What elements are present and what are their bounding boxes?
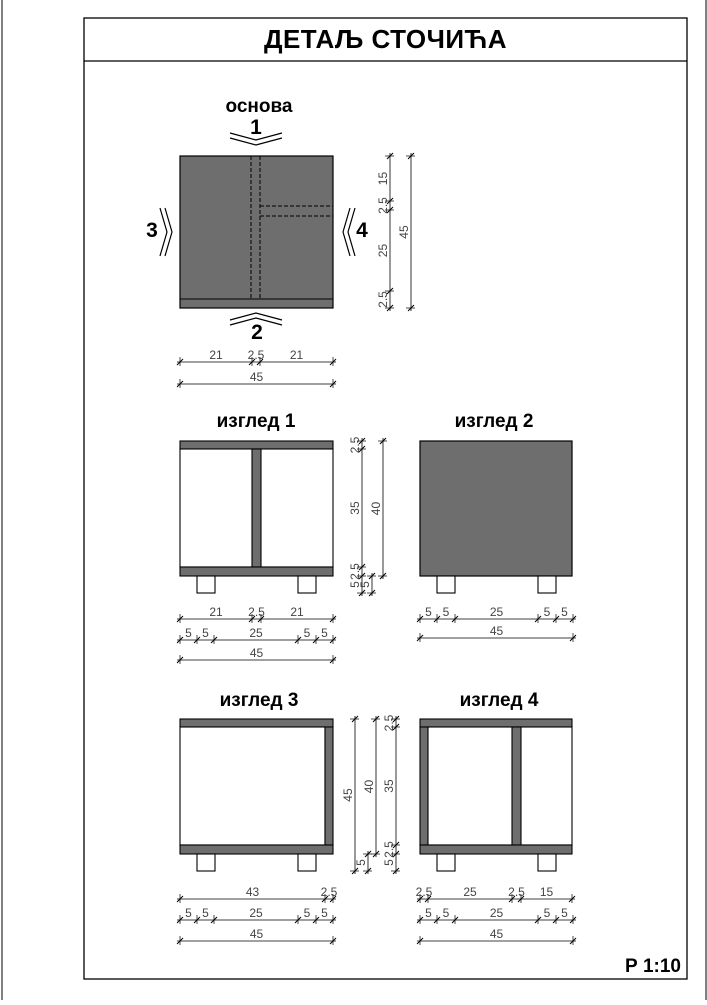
v3-dim-mid-label: 25 bbox=[249, 906, 263, 920]
plan-dim-col-total-label: 45 bbox=[397, 225, 411, 239]
view-2 bbox=[420, 441, 572, 593]
v1-dim-col-label: 5 bbox=[348, 581, 362, 588]
v2-dim-mid-label: 5 bbox=[561, 605, 568, 619]
scale-label: Р 1:10 bbox=[625, 956, 681, 977]
view-4 bbox=[420, 719, 572, 871]
v1-dim-col-foot-label: 5 bbox=[358, 581, 372, 588]
v4-dim-col-label: 2.5 bbox=[382, 841, 396, 858]
v1-dim-row-label: 21 bbox=[290, 605, 304, 619]
page-title: ДЕТАЉ СТОЧИЋА bbox=[263, 23, 508, 54]
view-1-label: изглед 1 bbox=[216, 411, 296, 432]
view-2-label: изглед 2 bbox=[454, 411, 534, 432]
view-3 bbox=[180, 719, 333, 871]
view-arrow-3-number: 3 bbox=[146, 219, 158, 242]
v3-dim-mid-label: 5 bbox=[321, 906, 328, 920]
v2-dim-mid-label: 25 bbox=[489, 605, 504, 619]
v2-dim-mid-label: 5 bbox=[442, 605, 450, 619]
v1-dim-col-total-label: 40 bbox=[369, 501, 383, 516]
v3-dim-mid-label: 5 bbox=[202, 906, 209, 920]
plan-dim-col-label: 25 bbox=[376, 243, 390, 258]
plan-dim-row-label: 21 bbox=[209, 348, 223, 362]
v4-dim-row-label: 15 bbox=[539, 885, 554, 899]
v3-dim-row-label: 2.5 bbox=[320, 885, 338, 899]
v2-dim-mid-label: 5 bbox=[543, 605, 551, 619]
v4-dim-mid-label: 5 bbox=[442, 906, 450, 920]
v2-dim-mid-label: 5 bbox=[425, 605, 432, 619]
v4-dim-row-label: 2.5 bbox=[415, 885, 433, 899]
plan-dim-total-label: 45 bbox=[249, 370, 264, 384]
v4-dim-col-label: 35 bbox=[382, 779, 396, 793]
v1-dim-mid-label: 25 bbox=[249, 626, 263, 640]
plan-dim-row-label: 2.5 bbox=[247, 348, 265, 362]
v1-dim-mid-label: 5 bbox=[303, 626, 311, 640]
plan-body bbox=[180, 156, 333, 308]
v3-dim-col-total-label: 45 bbox=[341, 788, 355, 802]
v4-dim-mid-label: 5 bbox=[425, 906, 432, 920]
v2-dim-total-label: 45 bbox=[489, 624, 504, 638]
v4-dim-mid-label: 5 bbox=[561, 906, 568, 920]
v3-dim-col-mid-label: 40 bbox=[362, 779, 376, 794]
v1-dim-mid-label: 5 bbox=[202, 626, 209, 640]
v4-dim-total-label: 45 bbox=[489, 927, 504, 941]
v3-dim-mid-label: 5 bbox=[303, 906, 311, 920]
v1-dim-mid-label: 5 bbox=[185, 626, 192, 640]
view-arrow-2-number: 2 bbox=[251, 321, 263, 344]
v4-dim-mid-label: 5 bbox=[543, 906, 551, 920]
v3-dim-mid-label: 5 bbox=[185, 906, 192, 920]
v3-dim-total-label: 45 bbox=[249, 927, 264, 941]
v1-dim-total-label: 45 bbox=[249, 646, 264, 660]
view-4-label: изглед 4 bbox=[459, 690, 539, 711]
plan-dim-col-label: 2.5 bbox=[376, 197, 390, 214]
v4-dim-col-label: 5 bbox=[382, 859, 396, 866]
v4-dim-mid-label: 25 bbox=[489, 906, 504, 920]
plan-dim-row-label: 21 bbox=[289, 348, 304, 362]
v4-dim-col-label: 2.5 bbox=[382, 714, 396, 732]
view-3-label: изглед 3 bbox=[219, 690, 299, 711]
view-arrow-1-number: 1 bbox=[250, 116, 262, 139]
view-arrow-4-number: 4 bbox=[356, 219, 368, 242]
v3-dim-row-label: 43 bbox=[245, 885, 260, 899]
outer-frame bbox=[84, 18, 687, 979]
plan-dim-col-label: 2.5 bbox=[376, 291, 390, 308]
v4-dim-row-label: 25 bbox=[463, 885, 477, 899]
v1-dim-col-label: 2.5 bbox=[348, 436, 362, 454]
plan-view bbox=[160, 133, 355, 325]
view-1 bbox=[180, 441, 333, 593]
v1-dim-row-label: 21 bbox=[209, 605, 223, 619]
view-arrow-3 bbox=[160, 208, 172, 256]
plan-dim-col-label: 15 bbox=[376, 171, 390, 186]
view-arrow-4 bbox=[343, 208, 355, 256]
v1-dim-col-label: 2.5 bbox=[348, 563, 362, 580]
v1-dim-row-label: 2.5 bbox=[248, 605, 265, 619]
plan-view-label: основа bbox=[225, 96, 293, 117]
v1-dim-col-label: 35 bbox=[348, 501, 362, 515]
v4-dim-row-label: 2.5 bbox=[508, 885, 525, 899]
v3-dim-col-foot-label: 5 bbox=[354, 859, 368, 866]
v1-dim-mid-label: 5 bbox=[321, 626, 328, 640]
